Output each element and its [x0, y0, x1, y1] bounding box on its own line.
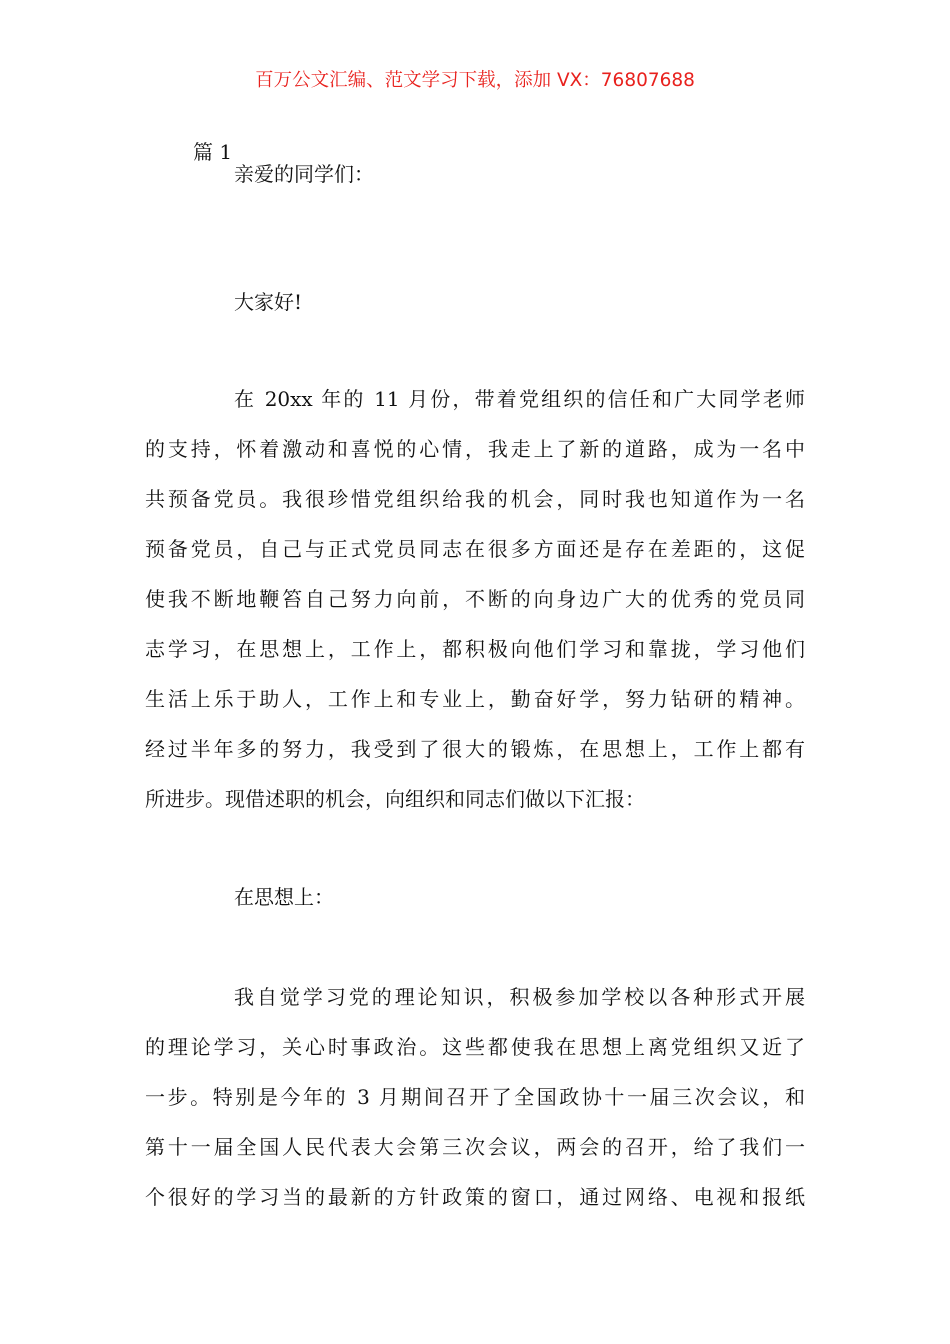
paragraph-line: 所进步。现借述职的机会，向组织和同志们做以下汇报：	[145, 787, 645, 811]
paragraph-line: 一步。特别是今年的 3 月期间召开了全国政协十一届三次会议，和	[145, 1085, 805, 1109]
header-banner: 百万公文汇编、范文学习下载，添加 VX：76807688	[255, 70, 695, 91]
paragraph-line: 志学习，在思想上，工作上，都积极向他们学习和靠拢，学习他们	[145, 637, 805, 661]
paragraph-line: 的理论学习，关心时事政治。这些都使我在思想上离党组织又近了	[145, 1035, 805, 1059]
paragraph-line: 在 20xx 年的 11 月份，带着党组织的信任和广大同学老师	[234, 387, 805, 411]
body-paragraph-1	[145, 386, 805, 836]
paragraph-line: 的支持，怀着激动和喜悦的心情，我走上了新的道路，成为一名中	[145, 437, 805, 461]
section-label: 篇 1	[193, 140, 233, 164]
body-paragraph-2	[145, 984, 805, 1234]
paragraph-line: 我自觉学习党的理论知识，积极参加学校以各种形式开展	[234, 985, 805, 1009]
paragraph-line: 共预备党员。我很珍惜党组织给我的机会，同时我也知道作为一名	[145, 487, 805, 511]
greeting: 大家好!	[234, 290, 303, 314]
paragraph-line: 预备党员，自己与正式党员同志在很多方面还是存在差距的，这促	[145, 537, 805, 561]
paragraph-line: 使我不断地鞭笞自己努力向前，不断的向身边广大的优秀的党员同	[145, 587, 805, 611]
paragraph-line: 经过半年多的努力，我受到了很大的锻炼，在思想上，工作上都有	[145, 737, 805, 761]
paragraph-line: 生活上乐于助人，工作上和专业上，勤奋好学，努力钻研的精神。	[145, 687, 805, 711]
paragraph-line: 个很好的学习当的最新的方针政策的窗口，通过网络、电视和报纸	[145, 1185, 805, 1209]
salutation: 亲爱的同学们：	[234, 162, 374, 186]
paragraph-line: 第十一届全国人民代表大会第三次会议，两会的召开，给了我们一	[145, 1135, 805, 1159]
subheading: 在思想上：	[234, 885, 334, 909]
